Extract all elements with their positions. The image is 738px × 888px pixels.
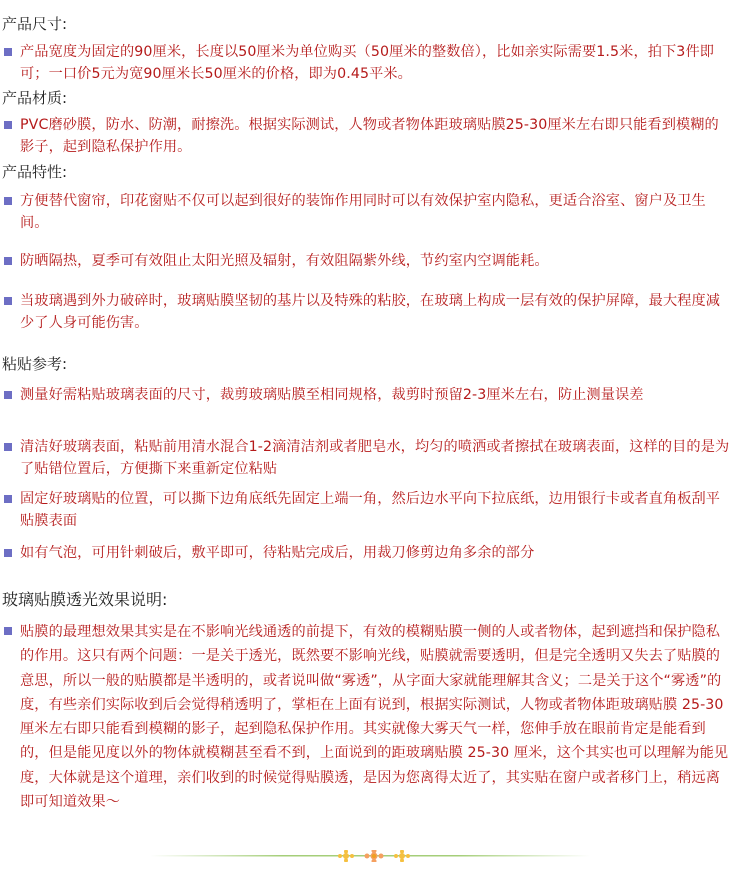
list-item (4, 290, 732, 334)
square-bullet-icon (4, 443, 12, 451)
heading-material: 产品材质: (2, 89, 68, 107)
square-bullet-icon (4, 197, 12, 205)
flower-divider-icon (150, 850, 590, 862)
list-item (4, 114, 732, 158)
list-item (4, 542, 732, 564)
square-bullet-icon (4, 121, 12, 129)
list-item (4, 250, 732, 272)
heading-transparency: 玻璃贴膜透光效果说明: (2, 590, 168, 609)
item-text: 清洁好玻璃表面，粘贴前用清水混合1-2滴清洁剂或者肥皂水，均匀的喷洒或者擦拭在玻璃表面，这样的目的是为了贴错位置后，方便撕下来重新定位粘贴 (20, 439, 730, 477)
square-bullet-icon (4, 297, 12, 305)
item-text: 测量好需粘贴玻璃表面的尺寸，裁剪玻璃贴膜至相同规格，裁剪时预留2-3厘米左右，防止测量误差 (20, 387, 644, 403)
heading-size: 产品尺寸: (2, 15, 68, 33)
item-text: 如有气泡，可用针刺破后，敷平即可，待粘贴完成后，用裁刀修剪边角多余的部分 (20, 545, 535, 561)
heading-features: 产品特性: (2, 163, 68, 181)
square-bullet-icon (4, 257, 12, 265)
square-bullet-icon (4, 391, 12, 399)
list-item (4, 190, 732, 234)
item-text: 方便替代窗帘，印花窗贴不仅可以起到很好的装饰作用同时可以有效保护室内隐私，更适合浴室、窗户及卫生间。 (20, 193, 706, 231)
item-text: PVC磨砂膜，防水、防潮，耐擦洗。根据实际测试，人物或者物体距玻璃贴膜25-30厘米左右即只能看到模糊的影子，起到隐私保护作用。 (20, 117, 719, 155)
item-text: 当玻璃遇到外力破碎时，玻璃贴膜坚韧的基片以及特殊的粘胶，在玻璃上构成一层有效的保护屏障，最大程度减少了人身可能伤害。 (20, 293, 721, 331)
list-item (4, 620, 732, 814)
item-text: 贴膜的最理想效果其实是在不影响光线通透的前提下，有效的模糊贴膜一侧的人或者物体，起到遮挡和保护隐私的作用。这只有两个问题：一是关于透光，既然要不影响光线，贴膜就需要透明，但是完全透明又失去了贴膜的意思，所以一般的贴膜都是半透明的，或者说叫做“雾透”，从字面大家就能理解其含义；二是关于这个“雾透”的度，有些亲们实际收到后会觉得稍透明了，掌柜在上面有说到，根据实际测试，人物或者物体距玻璃贴膜 25-30 厘米左右即只能看到模糊的影子，起到隐私保护作用。其实就像大雾天气一样，您伸手放在眼前肯定是能看到的，但是能见度以外的物体就模糊甚至看不到，上面说到的距玻璃贴膜 25-30 厘米，这个其实也可以理解为能见度，大体就是这个道理，亲们收到的时候觉得贴膜透，是因为您离得太近了，其实贴在窗户或者移门上，稍远离即可知道效果～ (20, 624, 729, 811)
list-item (4, 41, 732, 85)
item-text: 防晒隔热，夏季可有效阻止太阳光照及辐射，有效阻隔紫外线，节约室内空调能耗。 (20, 253, 549, 269)
list-item (4, 488, 732, 532)
square-bullet-icon (4, 495, 12, 503)
list-item (4, 436, 732, 480)
square-bullet-icon (4, 627, 12, 635)
square-bullet-icon (4, 48, 12, 56)
item-text: 产品宽度为固定的90厘米，长度以50厘米为单位购买（50厘米的整数倍），比如亲实际需要1.5米，拍下3件即可；一口价5元为宽90厘米长50厘米的价格，即为0.45平米。 (20, 44, 715, 82)
square-bullet-icon (4, 549, 12, 557)
list-item (4, 384, 732, 406)
item-text: 固定好玻璃贴的位置，可以撕下边角底纸先固定上端一角，然后边水平向下拉底纸，边用银行卡或者直角板刮平贴膜表面 (20, 491, 721, 529)
heading-application: 粘贴参考: (2, 355, 68, 373)
